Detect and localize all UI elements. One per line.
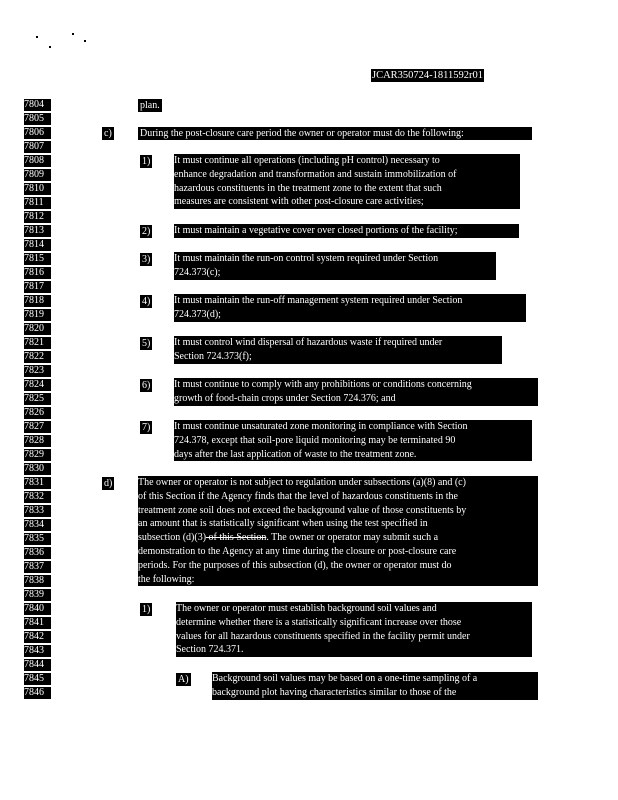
text-line: It must continue to comply with any prohibitions or conditions concerning — [174, 379, 472, 390]
line-number: 7826 — [24, 407, 51, 419]
text-line: periods. For the purposes of this subsection (d), the owner or operator must do — [138, 559, 452, 571]
text-line: It must continue unsaturated zone monitoring in compliance with Section — [174, 421, 468, 432]
section-c-label: c) — [104, 128, 112, 139]
line-number: 7824 — [24, 379, 51, 391]
line-number: 7846 — [24, 687, 51, 699]
line-number: 7806 — [24, 127, 51, 139]
line-number: 7822 — [24, 351, 51, 363]
item-c1-label: 1) — [142, 156, 151, 167]
line-number: 7815 — [24, 253, 51, 265]
line-number: 7820 — [24, 323, 51, 335]
line-number: 7836 — [24, 547, 51, 559]
scan-speck — [72, 33, 74, 35]
text-line: of this Section if the Agency finds that the level of hazardous constituents in the — [138, 490, 458, 502]
line-number: 7827 — [24, 421, 51, 433]
line-number: 7819 — [24, 309, 51, 321]
text-line: Background soil values may be based on a one-time sampling of a — [212, 673, 478, 684]
text-line: Section 724.371. — [176, 644, 244, 656]
line-number: 7842 — [24, 631, 51, 643]
plan-word: plan. — [140, 100, 160, 111]
text-run: subsection (d)(3) — [138, 532, 207, 544]
line-number: 7833 — [24, 505, 51, 517]
line-number: 7811 — [24, 197, 51, 209]
line-number: 7845 — [24, 673, 51, 685]
text-line: the following: — [138, 573, 195, 585]
line-number: 7839 — [24, 589, 51, 601]
item-dA-text — [212, 672, 538, 700]
section-c-intro: During the post-closure care period the owner or operator must do the following: — [138, 127, 532, 140]
item-d1-label: 1) — [142, 604, 151, 615]
line-number: 7831 — [24, 477, 51, 489]
line-number: 7805 — [24, 113, 51, 125]
document-id: JCAR350724-1811592r01 — [372, 70, 484, 81]
scan-speck — [84, 40, 86, 42]
line-number: 7840 — [24, 603, 51, 615]
line-number: 7844 — [24, 659, 51, 671]
text-line: 724.373(c); — [174, 266, 221, 278]
line-number: 7829 — [24, 449, 51, 461]
line-number: 7813 — [24, 225, 51, 237]
text-line: values for all hazardous constituents specified in the facility permit under — [176, 630, 470, 642]
line-number: 7830 — [24, 463, 51, 475]
text-line: It must control wind dispersal of hazardous waste if required under — [174, 337, 443, 348]
item-c3-text — [174, 252, 496, 280]
text-line: 724.378, except that soil-pore liquid monitoring may be terminated 90 — [174, 434, 456, 446]
item-d1-text — [176, 602, 532, 657]
text-line: hazardous constituents in the treatment zone to the extent that such — [174, 182, 442, 194]
text-line: growth of food-chain crops under Section 724.376; and — [174, 392, 396, 404]
text-line: an amount that is statistically significant when using the test specified in — [138, 518, 428, 530]
text-line: The owner or operator must establish background soil values and — [176, 603, 437, 614]
item-c2-text — [174, 224, 519, 238]
deleted-text: of this Section — [206, 532, 267, 544]
item-c6-label: 6) — [142, 380, 151, 391]
line-number: 7823 — [24, 365, 51, 377]
section-d-text — [138, 476, 538, 586]
item-c4-text — [174, 294, 526, 322]
text-line: determine whether there is a statistically significant increase over those — [176, 616, 462, 628]
text-line: 724.373(d); — [174, 308, 221, 320]
scan-speck — [36, 36, 38, 38]
item-c7-label: 7) — [142, 422, 151, 433]
item-c5-label: 5) — [142, 338, 151, 349]
line-number: 7809 — [24, 169, 51, 181]
item-c5-text — [174, 336, 502, 364]
text-line: days after the last application of waste to the treatment zone. — [174, 448, 417, 460]
line-number: 7817 — [24, 281, 51, 293]
line-number: 7841 — [24, 617, 51, 629]
text-line: It must maintain the run-on control system required under Section — [174, 253, 439, 264]
line-number: 7843 — [24, 645, 51, 657]
line-number: 7814 — [24, 239, 51, 251]
text-line: It must maintain the run-off management system required under Section — [174, 295, 463, 306]
text-line: It must maintain a vegetative cover over closed portions of the facility; — [174, 225, 458, 236]
text-line: demonstration to the Agency at any time during the closure or post-closure care — [138, 545, 457, 557]
line-number: 7834 — [24, 519, 51, 531]
text-line: background plot having characteristics similar to those of the — [212, 686, 457, 698]
text-line — [138, 531, 538, 545]
text-line: The owner or operator is not subject to regulation under subsections (a)(8) and (c) — [138, 477, 466, 488]
line-number: 7838 — [24, 575, 51, 587]
item-c7-text — [174, 420, 532, 461]
line-number: 7812 — [24, 211, 51, 223]
item-dA-label: A) — [178, 674, 189, 685]
line-number: 7810 — [24, 183, 51, 195]
item-c1-text — [174, 154, 520, 209]
line-number: 7807 — [24, 141, 51, 153]
line-number: 7832 — [24, 491, 51, 503]
text-run: . The owner or operator may submit such a — [266, 532, 439, 544]
item-c2-label: 2) — [142, 226, 151, 237]
text-line: measures are consistent with other post-closure care activities; — [174, 196, 424, 208]
line-number: 7821 — [24, 337, 51, 349]
line-number: 7818 — [24, 295, 51, 307]
line-number: 7816 — [24, 267, 51, 279]
text-line: enhance degradation and transformation and sustain immobilization of — [174, 168, 457, 180]
line-number: 7837 — [24, 561, 51, 573]
line-number: 7808 — [24, 155, 51, 167]
text-line: treatment zone soil does not exceed the background value of those constituents by — [138, 504, 467, 516]
text-line: It must continue all operations (including pH control) necessary to — [174, 155, 440, 166]
text-line: Section 724.373(f); — [174, 350, 252, 362]
line-number: 7828 — [24, 435, 51, 447]
line-number: 7825 — [24, 393, 51, 405]
item-c6-text — [174, 378, 538, 406]
item-c3-label: 3) — [142, 254, 151, 265]
scan-speck — [49, 46, 51, 48]
section-d-label: d) — [104, 478, 113, 489]
line-number: 7835 — [24, 533, 51, 545]
line-number: 7804 — [24, 99, 51, 111]
item-c4-label: 4) — [142, 296, 151, 307]
